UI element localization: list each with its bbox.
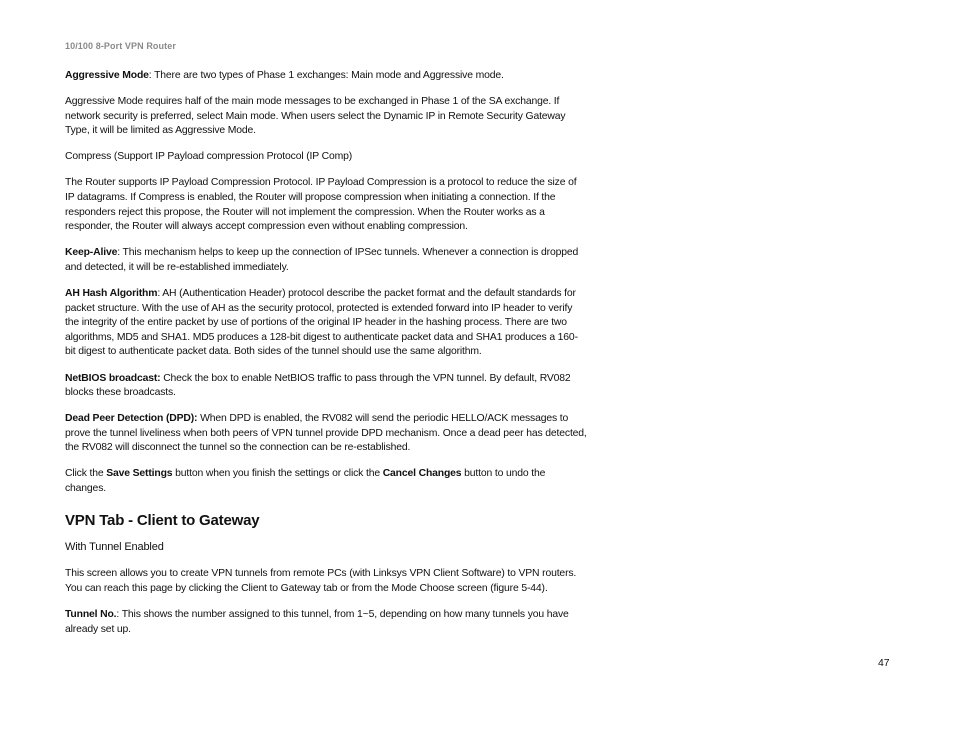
text-keep-alive: : This mechanism helps to keep up the connection of IPSec tunnels. Whenever a connection is dropped and detected, it will be re-established immediately. [65, 247, 579, 273]
term-aggressive-mode: Aggressive Mode [65, 70, 149, 81]
text-save-part3: button to undo the changes. [65, 468, 546, 495]
term-ah-hash: AH Hash Algorithm [65, 288, 158, 300]
term-cancel-changes: Cancel Changes [382, 468, 462, 480]
paragraph-aggressive-detail: Aggressive Mode requires half of the main mode messages to be exchanged in Phase 1 of the SA exchange. If network security is preferred, select Main mode. When users select the Dynamic IP in Remote Security Gateway Type, it will be limited as Aggressive Mode. [65, 96, 566, 137]
term-tunnel-no: Tunnel No. [65, 608, 117, 620]
text-netbios: Check the box to enable NetBIOS traffic to pass through the VPN tunnel. By default, RV082 blocks these broadcasts. [65, 372, 571, 399]
paragraph-keep-alive [65, 246, 587, 275]
page-number: 47 [878, 658, 890, 669]
paragraph-aggressive-mode [65, 69, 587, 84]
text-aggressive-mode: : There are two types of Phase 1 exchanges: Main mode and Aggressive mode. [148, 70, 504, 81]
paragraph-dpd [65, 412, 587, 456]
term-dpd: Dead Peer Detection (DPD): [65, 413, 198, 425]
document-body [65, 69, 587, 649]
subheading-with-tunnel: With Tunnel Enabled [65, 540, 164, 553]
paragraph-ah-hash [65, 287, 587, 360]
paragraph-compress-heading: Compress (Support IP Payload compression Protocol (IP Comp) [65, 151, 353, 163]
term-save-settings: Save Settings [106, 468, 173, 480]
text-tunnel-no: : This shows the number assigned to this tunnel, from 1~5, depending on how many tunnels you have already set up. [65, 608, 569, 635]
text-save-part1: Click the [65, 468, 107, 480]
running-header: 10/100 8-Port VPN Router [65, 41, 176, 51]
paragraph-save-settings [65, 467, 587, 496]
paragraph-netbios [65, 372, 587, 401]
text-dpd: When DPD is enabled, the RV082 will send the periodic HELLO/ACK messages to prove the tunnel liveliness when both peers of VPN tunnel provide DPD mechanism. Once a dead peer has detected, the RV082 will disconnect the tunnel so the connection can be re-established. [65, 413, 587, 454]
term-keep-alive: Keep-Alive [65, 247, 118, 259]
text-ah-hash: : AH (Authentication Header) protocol describe the packet format and the default standards for packet structure. With the use of AH as the security protocol, protected is extended forward into IP header to verify the integrity of the entire packet by use of portions of the original IP header in the hashing process. There are two algorithms, MD5 and SHA1. MD5 produces a 128-bit digest to authenticate packet data and SHA1 produces a 160-bit digest to authenticate packet data. Both sides of the tunnel should use the same algorithm. [65, 288, 578, 358]
paragraph-screen-allows: This screen allows you to create VPN tunnels from remote PCs (with Linksys VPN Client Software) to VPN routers. You can reach this page by clicking the Client to Gateway tab or from the Mode Choose screen (figure 5-44). [65, 568, 577, 594]
section-title-vpn-client-gateway: VPN Tab - Client to Gateway [65, 511, 260, 529]
paragraph-compress-detail: The Router supports IP Payload Compression Protocol. IP Payload Compression is a protocol to reduce the size of IP datagrams. If Compress is enabled, the Router will propose compression when initiating a connection. If the responders reject this propose, the Router will not implement the compression. When the Router works as a responder, the Router will always accept compression even without enabling compression. [65, 177, 577, 233]
term-netbios: NetBIOS broadcast: [65, 372, 161, 384]
paragraph-tunnel-no [65, 608, 587, 637]
text-save-part2: button when you finish the settings or click the [172, 468, 383, 480]
